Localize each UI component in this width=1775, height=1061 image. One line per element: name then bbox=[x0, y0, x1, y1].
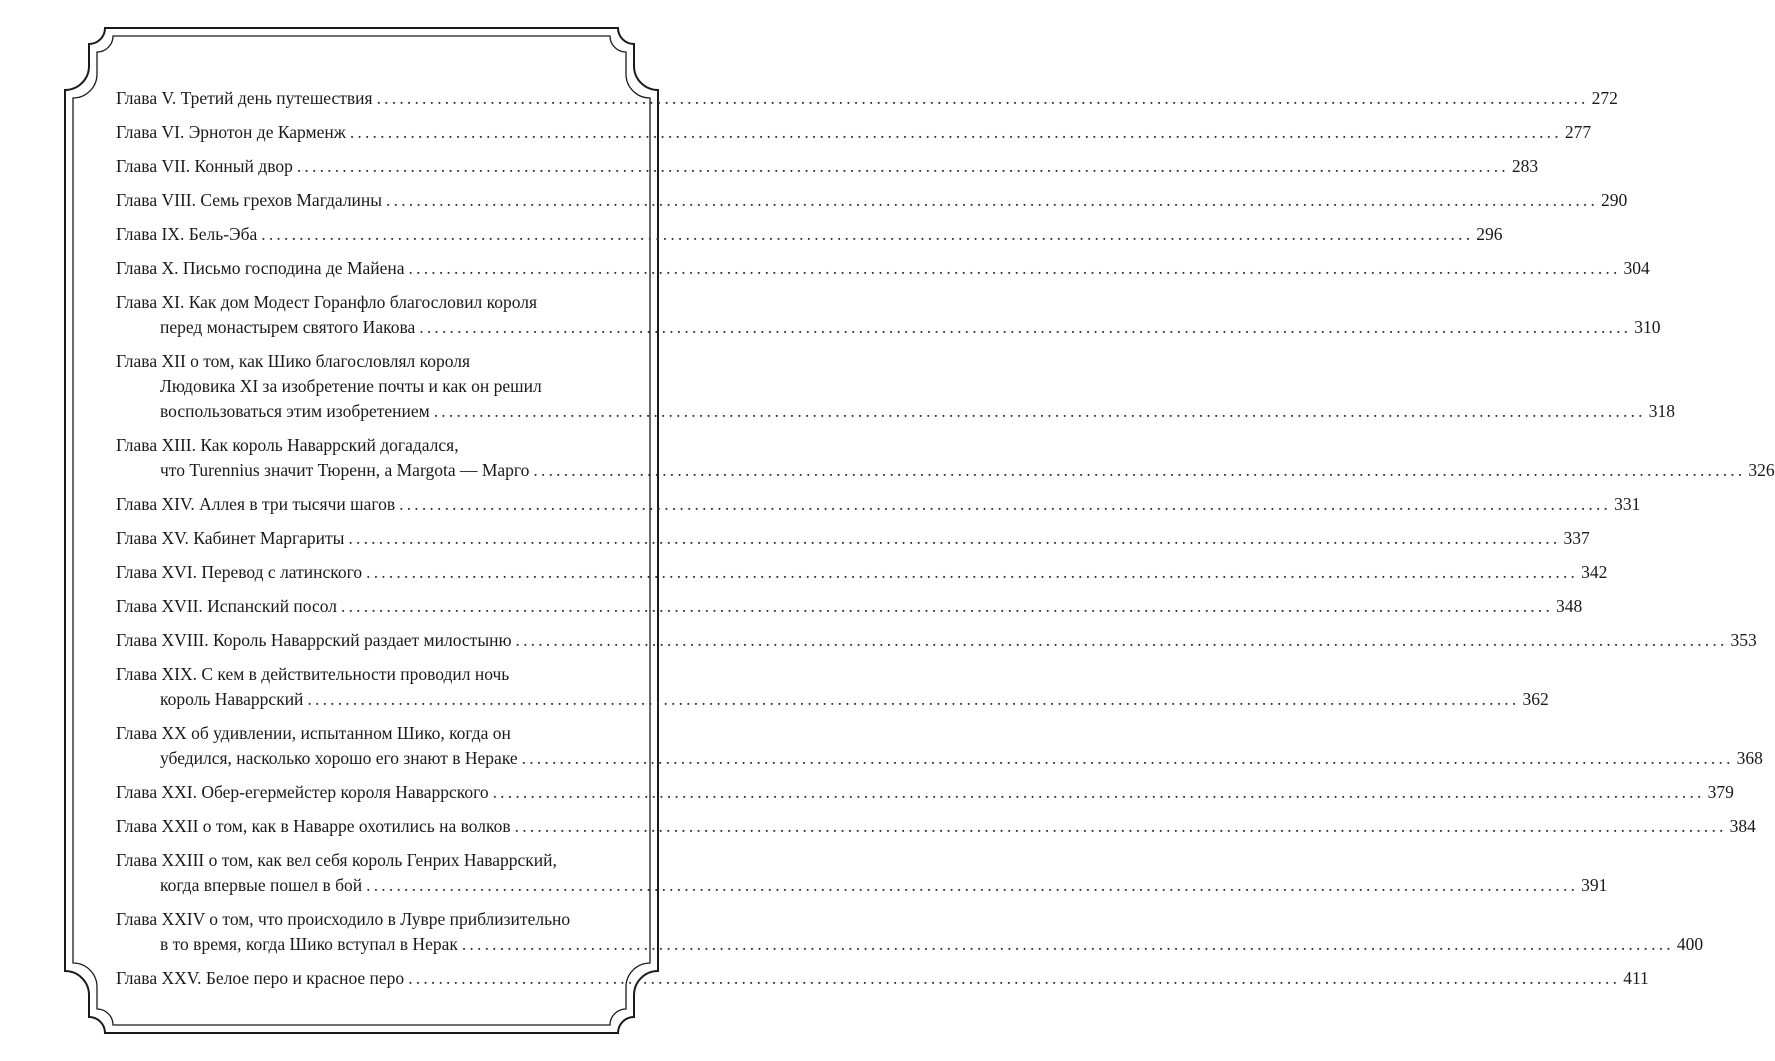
toc-page-number: 296 bbox=[1476, 224, 1503, 244]
toc-entry-text: Глава VIII. Семь грехов Магдалины bbox=[116, 190, 383, 210]
toc-entry bbox=[116, 628, 1757, 653]
toc-entry-text: Глава XX об удивлении, испытанном Шико, когда он bbox=[116, 723, 511, 743]
toc-entry bbox=[116, 222, 1503, 247]
toc-page-number: 379 bbox=[1707, 782, 1734, 802]
toc-page-number: 391 bbox=[1581, 875, 1608, 895]
dot-leader: ................................................................................................................................................................ bbox=[366, 562, 1579, 582]
toc-entry-text: Глава IX. Бель-Эба bbox=[116, 224, 258, 244]
toc-entry bbox=[116, 814, 1756, 839]
toc-entry-title-line bbox=[116, 628, 1757, 653]
dot-leader: ................................................................................................................................................................ bbox=[349, 122, 1562, 142]
toc-entry-text: Глава XVI. Перевод с латинского bbox=[116, 562, 363, 582]
dot-leader: ................................................................................................................................................................ bbox=[461, 934, 1674, 954]
toc-entry-text: Глава XXIV о том, что происходило в Лувре приблизительно bbox=[116, 909, 571, 929]
toc-page-number: 326 bbox=[1748, 460, 1775, 480]
toc-entry-title-line bbox=[116, 526, 1590, 551]
toc-entry-text: Глава XIX. С кем в действительности проводил ночь bbox=[116, 664, 510, 684]
toc-entry-title-line bbox=[116, 349, 609, 374]
toc-entry-continuation-line bbox=[116, 932, 1704, 957]
toc-entry-continuation-line bbox=[116, 687, 1549, 712]
toc-entry-title-line bbox=[116, 120, 1592, 145]
dot-leader: ................................................................................................................................................................ bbox=[433, 401, 1646, 421]
dot-leader: ................................................................................................................................................................ bbox=[419, 317, 1632, 337]
toc-page-number: 277 bbox=[1564, 122, 1592, 142]
dot-leader: ................................................................................................................................................................ bbox=[341, 596, 1554, 616]
toc-entry bbox=[116, 433, 1775, 483]
toc-entry-title-line bbox=[116, 662, 609, 687]
dot-leader: ................................................................................................................................................................ bbox=[399, 494, 1612, 514]
toc-entry-text: когда впервые пошел в бой bbox=[160, 875, 363, 895]
toc-entry-text: в то время, когда Шико вступал в Нерак bbox=[160, 934, 458, 954]
toc-entry bbox=[116, 86, 1618, 111]
toc-page-number: 384 bbox=[1729, 816, 1756, 836]
toc-page-number: 368 bbox=[1736, 748, 1763, 768]
toc-entry-continuation-line bbox=[116, 458, 1775, 483]
toc-entry bbox=[116, 848, 1608, 898]
toc-page-number: 304 bbox=[1623, 258, 1650, 278]
toc-entry bbox=[116, 907, 1704, 957]
toc-entry-continuation-line bbox=[116, 315, 1661, 340]
toc-entry-title-line bbox=[116, 154, 1539, 179]
dot-leader: ................................................................................................................................................................ bbox=[376, 88, 1589, 108]
toc-page-number: 310 bbox=[1634, 317, 1661, 337]
toc-entry-continuation-line bbox=[116, 399, 1675, 424]
toc-entry bbox=[116, 594, 1583, 619]
toc-entry-title-line bbox=[116, 290, 609, 315]
toc-entry bbox=[116, 154, 1539, 179]
toc-entry-title-line bbox=[116, 188, 1628, 213]
dot-leader: ................................................................................................................................................................ bbox=[408, 968, 1621, 988]
toc-entry-text: убедился, насколько хорошо его знают в Нераке bbox=[160, 748, 518, 768]
toc-page-number: 337 bbox=[1563, 528, 1590, 548]
toc-entry-text: Глава XIV. Аллея в три тысячи шагов bbox=[116, 494, 396, 514]
toc-page-number: 362 bbox=[1522, 689, 1549, 709]
toc-page-number: 411 bbox=[1623, 968, 1649, 988]
toc-entry-title-line bbox=[116, 966, 1649, 991]
dot-leader: ................................................................................................................................................................ bbox=[533, 460, 1746, 480]
toc-entry-title-line bbox=[116, 907, 609, 932]
toc-entry-title-line bbox=[116, 222, 1503, 247]
table-of-contents bbox=[116, 86, 1775, 991]
toc-entry bbox=[116, 780, 1734, 805]
toc-entry-text: Глава X. Письмо господина де Майена bbox=[116, 258, 405, 278]
dot-leader: ................................................................................................................................................................ bbox=[408, 258, 1621, 278]
dot-leader: ................................................................................................................................................................ bbox=[366, 875, 1579, 895]
toc-entry-text: что Turennius значит Тюренн, а Margota — Марго bbox=[160, 460, 530, 480]
toc-entry-text: Глава XII о том, как Шико благословлял короля bbox=[116, 351, 471, 371]
toc-entry-title-line bbox=[116, 594, 1583, 619]
toc-entry-text: Глава XVII. Испанский посол bbox=[116, 596, 338, 616]
toc-entry-title-line bbox=[116, 256, 1650, 281]
toc-entry-text: Глава XXII о том, как в Наварре охотились на волков bbox=[116, 816, 511, 836]
toc-page-number: 348 bbox=[1556, 596, 1583, 616]
dot-leader: ................................................................................................................................................................ bbox=[514, 816, 1727, 836]
toc-entry bbox=[116, 966, 1649, 991]
dot-leader: ................................................................................................................................................................ bbox=[296, 156, 1509, 176]
toc-entry-continuation-line bbox=[116, 374, 609, 399]
toc-page-number: 290 bbox=[1601, 190, 1628, 210]
toc-entry-text: воспользоваться этим изобретением bbox=[160, 401, 430, 421]
toc-page-number: 272 bbox=[1591, 88, 1618, 108]
dot-leader: ................................................................................................................................................................ bbox=[261, 224, 1474, 244]
toc-entry bbox=[116, 526, 1590, 551]
toc-entry bbox=[116, 188, 1628, 213]
toc-entry bbox=[116, 256, 1650, 281]
toc-entry-title-line bbox=[116, 492, 1641, 517]
toc-page-number: 318 bbox=[1648, 401, 1675, 421]
dot-leader: ................................................................................................................................................................ bbox=[386, 190, 1599, 210]
toc-entry-text: Глава XXIII о том, как вел себя король Генрих Наваррский, bbox=[116, 850, 557, 870]
toc-entry bbox=[116, 721, 1763, 771]
toc-entry-text: Глава XIII. Как король Наваррский догадался, bbox=[116, 435, 459, 455]
toc-entry-title-line bbox=[116, 721, 609, 746]
toc-entry-text: Глава VI. Эрнотон де Карменж bbox=[116, 122, 346, 142]
toc-entry-title-line bbox=[116, 433, 609, 458]
toc-entry-continuation-line bbox=[116, 746, 1763, 771]
toc-entry bbox=[116, 120, 1592, 145]
toc-entry-title-line bbox=[116, 848, 609, 873]
dot-leader: ................................................................................................................................................................ bbox=[515, 630, 1728, 650]
toc-entry-title-line bbox=[116, 814, 1756, 839]
toc-entry-text: Глава XI. Как дом Модест Горанфло благословил короля bbox=[116, 292, 538, 312]
toc-entry-text: Глава XVIII. Король Наваррский раздает милостыню bbox=[116, 630, 512, 650]
dot-leader: ................................................................................................................................................................ bbox=[521, 748, 1734, 768]
toc-entry bbox=[116, 560, 1608, 585]
toc-page-number: 353 bbox=[1730, 630, 1757, 650]
toc-entry-text: Глава V. Третий день путешествия bbox=[116, 88, 373, 108]
dot-leader: ................................................................................................................................................................ bbox=[307, 689, 1520, 709]
toc-entry-text: Людовика XI за изобретение почты и как он решил bbox=[160, 376, 542, 396]
toc-entry bbox=[116, 492, 1641, 517]
toc-entry-title-line bbox=[116, 560, 1608, 585]
toc-entry-text: Глава XXV. Белое перо и красное перо bbox=[116, 968, 405, 988]
toc-page-number: 331 bbox=[1614, 494, 1641, 514]
toc-entry-text: Глава XXI. Обер-егермейстер короля Наваррского bbox=[116, 782, 489, 802]
toc-page-number: 342 bbox=[1581, 562, 1608, 582]
toc-entry bbox=[116, 349, 1675, 424]
toc-page-number: 400 bbox=[1676, 934, 1704, 954]
toc-entry bbox=[116, 290, 1661, 340]
toc-entry-text: король Наваррский bbox=[160, 689, 304, 709]
dot-leader: ................................................................................................................................................................ bbox=[348, 528, 1561, 548]
toc-entry-continuation-line bbox=[116, 873, 1608, 898]
dot-leader: ................................................................................................................................................................ bbox=[492, 782, 1705, 802]
toc-entry-title-line bbox=[116, 780, 1734, 805]
toc-entry-title-line bbox=[116, 86, 1618, 111]
toc-page-number: 283 bbox=[1511, 156, 1539, 176]
toc-entry bbox=[116, 662, 1549, 712]
toc-entry-text: перед монастырем святого Иакова bbox=[160, 317, 416, 337]
toc-entry-text: Глава XV. Кабинет Маргариты bbox=[116, 528, 345, 548]
toc-entry-text: Глава VII. Конный двор bbox=[116, 156, 293, 176]
